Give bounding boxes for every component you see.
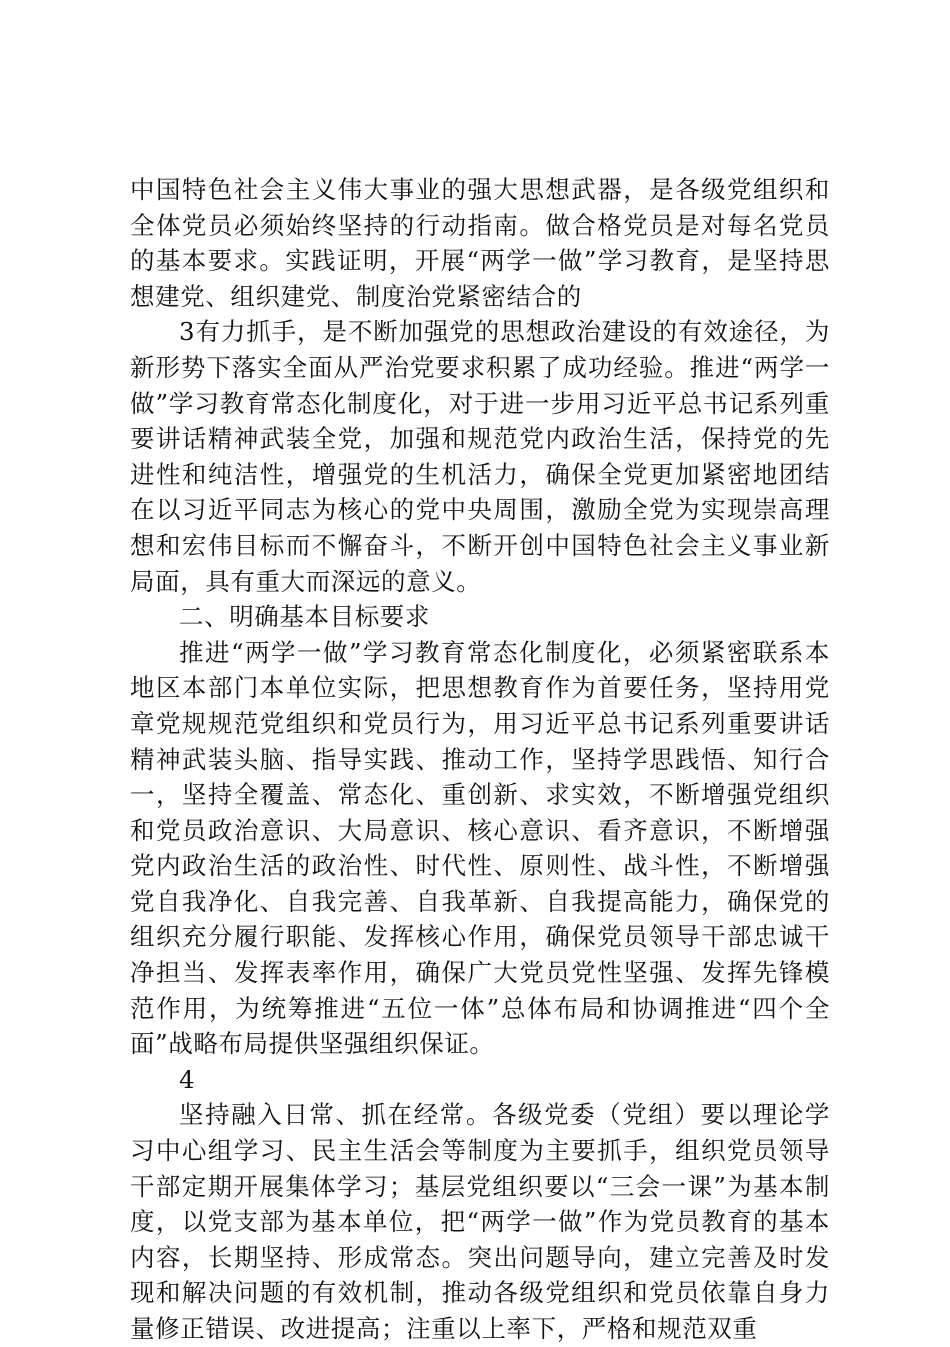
section-heading-goals: 二、明确基本目标要求 (179, 602, 430, 632)
page-number-marker: 4 (179, 1064, 196, 1094)
document-body (130, 172, 830, 1347)
paragraph-significance: 3有力抓手，是不断加强党的思想政治建设的有效途径，为新形势下落实全面从严治党要求积累了成功经验。推进“两学一做”学习教育常态化制度化，对于进一步用习近平总书记系列重要讲话精神武装全党，加强和规范党内政治生活，保持党的先进性和纯洁性，增强党的生机活力，确保全党更加紧密地团结在以习近平同志为核心的党中央周围，激励全党为实现崇高理想和宏伟目标而不懈奋斗，不断开创中国特色社会主义事业新局面，具有重大而深远的意义。 (130, 317, 830, 596)
paragraph-goals: 推进“两学一做”学习教育常态化制度化，必须紧密联系本地区本部门本单位实际，把思想教育作为首要任务，坚持用党章党规规范党组织和党员行为，用习近平总书记系列重要讲话精神武装头脑、指导实践、推动工作，坚持学思践悟、知行合一，坚持全覆盖、常态化、重创新、求实效，不断增强党组织和党员政治意识、大局意识、核心意识、看齐意识，不断增强党内政治生活的政治性、时代性、原则性、战斗性，不断增强党自我净化、自我完善、自我革新、自我提高能力，确保党的组织充分履行职能、发挥核心作用，确保党员领导干部忠诚干净担当、发挥表率作用，确保广大党员党性坚强、发挥先锋模范作用，为统筹推进“五位一体”总体布局和协调推进“四个全面”战略布局提供坚强组织保证。 (130, 637, 830, 1059)
paragraph-continuation: 中国特色社会主义伟大事业的强大思想武器，是各级党组织和全体党员必须始终坚持的行动指南。做合格党员是对每名党员的基本要求。实践证明，开展“两学一做”学习教育，是坚持思想建党、组织建党、制度治党紧密结合的 (130, 175, 830, 311)
paragraph-daily-practice: 坚持融入日常、抓在经常。各级党委（党组）要以理论学习中心组学习、民主生活会等制度为主要抓手，组织党员领导干部定期开展集体学习；基层党组织要以“三会一课”为基本制度，以党支部为基本单位，把“两学一做”作为党员教育的基本内容，长期坚持、形成常态。突出问题导向，建立完善及时发现和解决问题的有效机制，推动各级党组织和党员依靠自身力量修正错误、改进提高；注重以上率下，严格和规范双重 (130, 1100, 830, 1343)
